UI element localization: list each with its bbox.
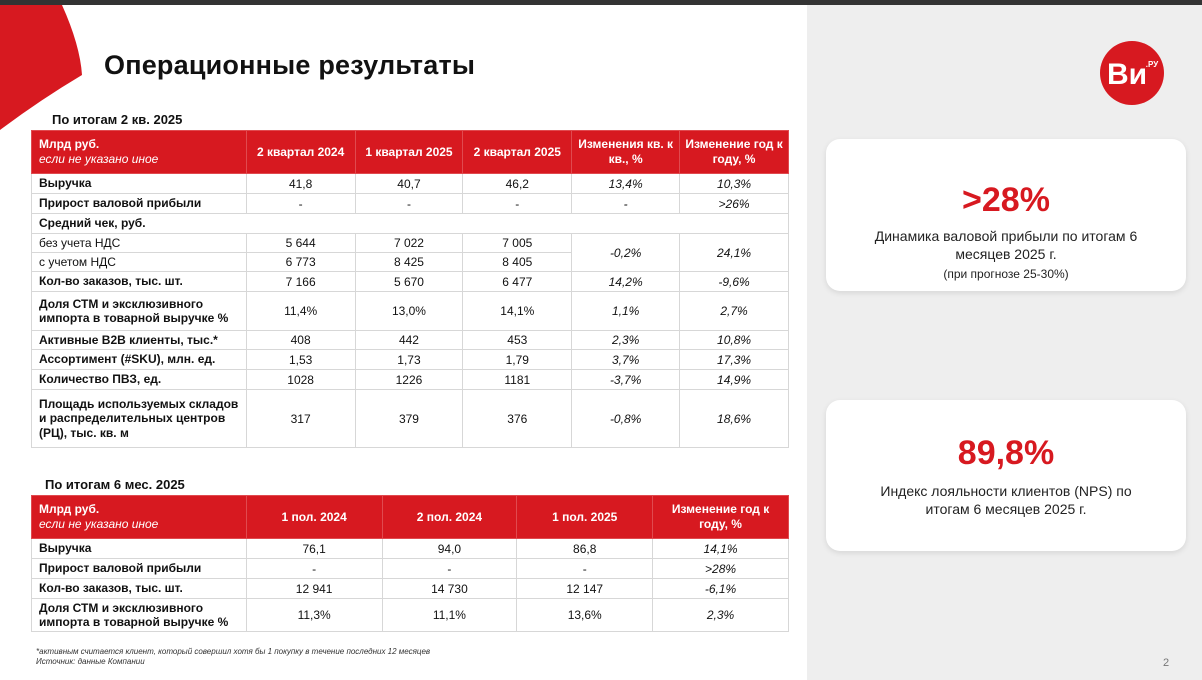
table-header-row [32,131,789,174]
side-panel [807,5,1202,680]
header-col: 2 квартал 2025 [463,131,572,174]
table-row: Средний чек, руб. [32,214,789,234]
gross-profit-note: (при прогнозе 25-30%) [943,267,1069,281]
table-row: Доля СТМ и эксклюзивного импорта в товарной выручке % 11,4% 13,0% 14,1% 1,1% 2,7% [32,292,789,331]
table-row: Количество ПВЗ, ед. 1028 1226 1181 -3,7% 14,9% [32,370,789,390]
halfyear-section-label: По итогам 6 мес. 2025 [45,477,185,492]
table-row: Прирост валовой прибыли - - - >28% [32,559,789,579]
brand-logo [1099,40,1165,106]
table-row: Кол-во заказов, тыс. шт. 12 941 14 730 12 147 -6,1% [32,579,789,599]
nps-value: 89,8% [957,434,1055,472]
footnote [36,647,430,668]
table-row: Выручка 41,8 40,7 46,2 13,4% 10,3% [32,174,789,194]
page-title: Операционные результаты [104,50,476,80]
footnote-active-client: *активным считается клиент, который совершил хотя бы 1 покупку в течение последних 12 месяцев [36,647,431,656]
logo-text: Ви [1106,58,1148,91]
table-header-row [32,496,789,539]
header-col: 2 пол. 2024 [382,496,517,539]
header-unit: Млрд руб. если не указано иное [32,131,247,174]
table-row: Площадь используемых складов и распределительных центров (РЦ), тыс. кв. м 317 379 376 -0,8% 18,6% [32,390,789,448]
header-unit: Млрд руб. если не указано иное [32,496,247,539]
nps-description: Индекс лояльности клиентов (NPS) по итогам 6 месяцев 2025 г. [880,483,1132,517]
table-row: Выручка 76,1 94,0 86,8 14,1% [32,539,789,559]
quarter-table [31,130,789,448]
nps-card [826,400,1186,551]
table-row: Кол-во заказов, тыс. шт. 7 166 5 670 6 477 14,2% -9,6% [32,272,789,292]
header-col: Изменения кв. к кв., % [572,131,680,174]
gross-profit-value: >28% [962,181,1050,219]
header-col: 1 квартал 2025 [355,131,463,174]
header-col: 2 квартал 2024 [246,131,355,174]
gross-profit-description: Динамика валовой прибыли по итогам 6 месяцев 2025 г. [874,228,1138,262]
table-row: Ассортимент (#SKU), млн. ед. 1,53 1,73 1,79 3,7% 17,3% [32,350,789,370]
header-col: Изменение год к году, % [680,131,789,174]
table-row: с учетом НДС 6 773 8 425 8 405 [32,253,789,272]
logo-suffix: .РУ [1145,60,1159,69]
header-col: Изменение год к году, % [653,496,789,539]
table-row: Активные B2B клиенты, тыс.* 408 442 453 2,3% 10,8% [32,331,789,350]
halfyear-table [31,495,789,632]
footnote-source: Источник: данные Компании [36,657,145,667]
table-row: Прирост валовой прибыли - - - - >26% [32,194,789,214]
header-col: 1 пол. 2024 [246,496,382,539]
page-number: 2 [1163,657,1170,669]
table-row: Доля СТМ и эксклюзивного импорта в товарной выручке % 11,3% 11,1% 13,6% 2,3% [32,599,789,632]
gross-profit-card [826,139,1186,291]
table-row: без учета НДС 5 644 7 022 7 005 -0,2% 24,1% [32,234,789,253]
quarter-section-label: По итогам 2 кв. 2025 [52,112,183,127]
header-col: 1 пол. 2025 [517,496,653,539]
